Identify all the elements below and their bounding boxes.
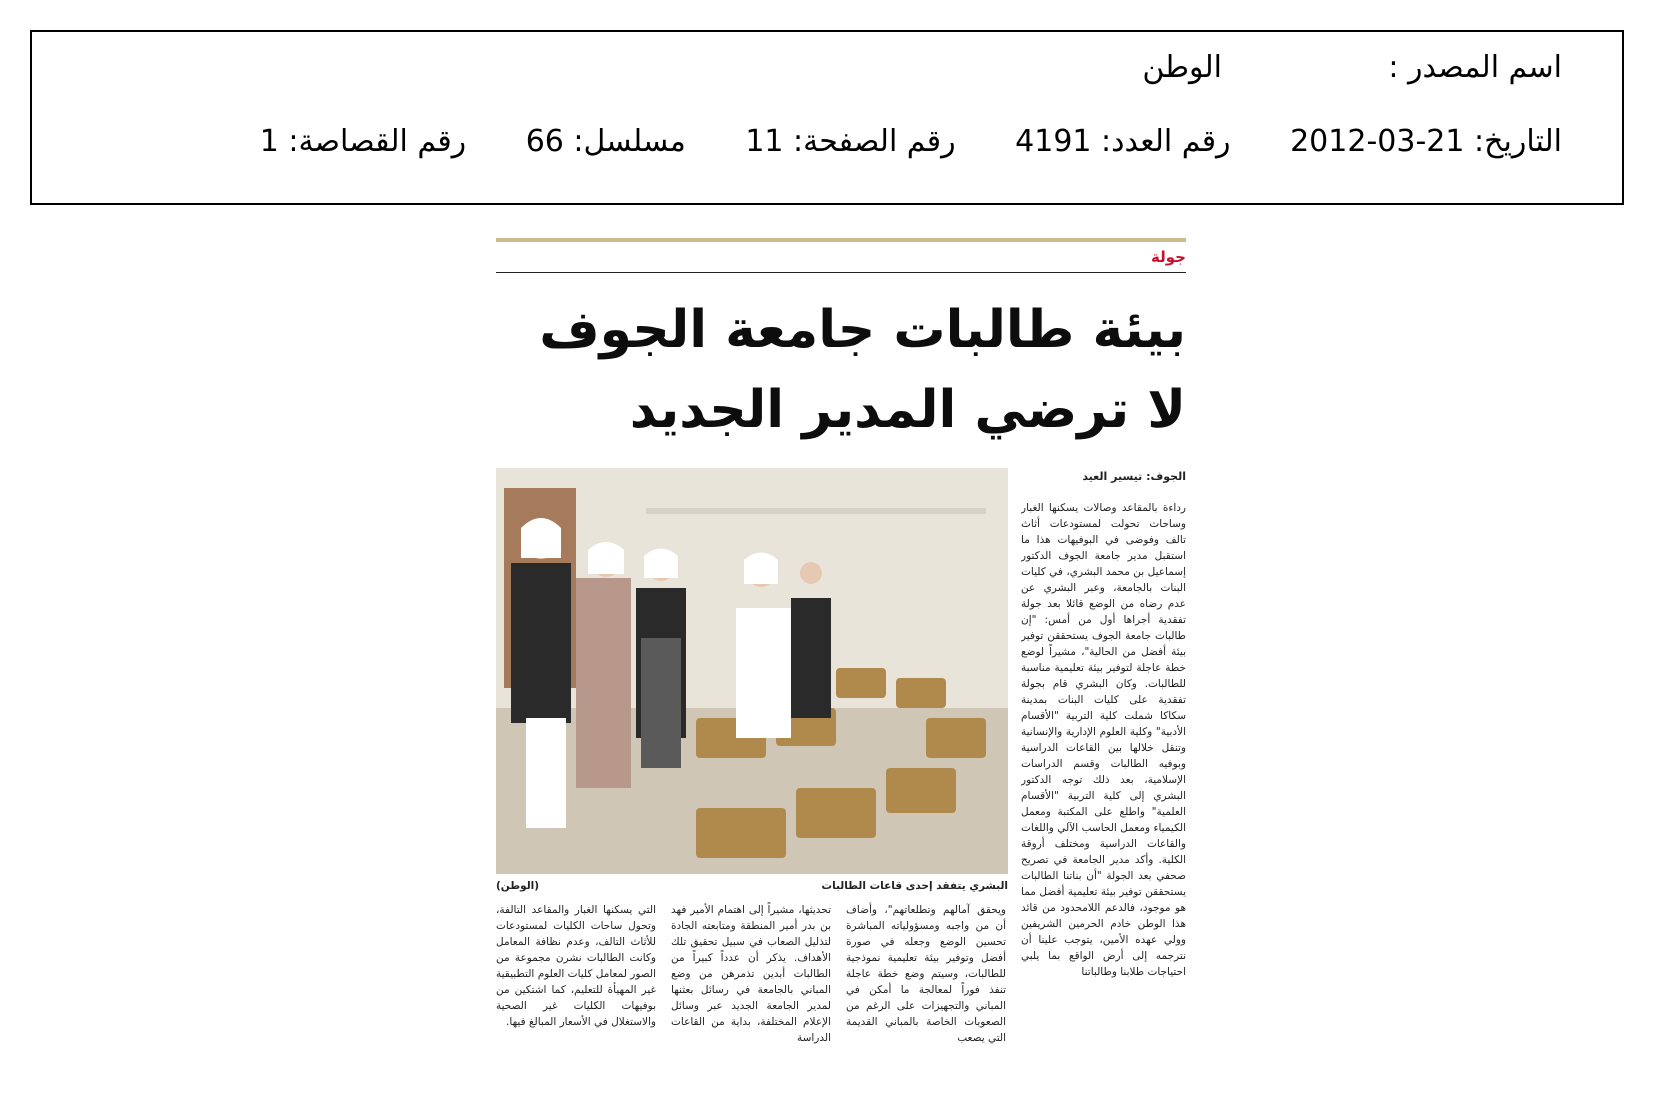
source-label: اسم المصدر :: [1388, 50, 1562, 85]
section-divider: [496, 272, 1186, 273]
issue-number-field: رقم العدد: 4191: [1015, 124, 1231, 159]
source-metadata-box: [30, 30, 1624, 205]
photo-credit: (الوطن): [496, 880, 540, 892]
classroom-photo-illustration: [496, 468, 1008, 874]
page-number-field: رقم الصفحة: 11: [745, 124, 956, 159]
article-photo: [496, 468, 1008, 874]
section-label: جولة: [1151, 248, 1186, 266]
photo-caption: البشري يتفقد إحدى قاعات الطالبات: [821, 880, 1008, 892]
source-value: الوطن: [1142, 50, 1222, 85]
metadata-row: [210, 124, 1562, 159]
headline: [496, 290, 1186, 450]
article-column-1: رداءة بالمقاعد وصالات يسكنها الغبار وساحات تحولت لمستودعات أثاث تالف وفوضى في البوفيهات هذا ما استقبل مدير جامعة الجوف الدكتور إسماعيل بن محمد البشري، في كليات البنات بالجامعة، وعبر البشري عن عدم رضاه من الوضع قائلا بعد جولة تفقدية أجراها أول من أمس: "إن طالبات جامعة الجوف يستحققن توفير بيئة أفضل من الحالية"، مشيراً لوضع خطة عاجلة لتوفير بيئة تعليمية مناسبة للطالبات. وكان البشري قام بجولة تفقدية على كليات البنات بمدينة سكاكا شملت كلية التربية "الأقسام الأدبية" وكلية العلوم الإدارية والإنسانية وتنقل خلالها بين القاعات الدراسية وبوفيه الطالبات وقسم الدراسات الإسلامية، بعد ذلك توجه الدكتور البشري إلى كلية التربية "الأقسام العلمية" واطلع على المكتبة ومعمل الكيمياء ومعمل الحاسب الآلي واللغات والقاعات الدراسية ومختلف أروقة الكلية. وأكد مدير الجامعة في تصريح صحفي بعد الجولة "أن بناتنا الطالبات يستحققن توفير بيئة تعليمية أفضل مما هو موجود، فالدعم اللامحدود من قائد هذا الوطن خادم الحرمين الشريفين وولي عهده الأمين، يتوجب علينا أن نترجمه إلى أرض الواقع بما يلبي احتياجات طلابنا وطالباتنا: [1021, 502, 1186, 978]
date-field: التاريخ: 21-03-2012: [1290, 124, 1562, 159]
serial-field: مسلسل: 66: [525, 124, 686, 159]
top-rule-divider: [496, 238, 1186, 242]
headline-line-2: لا ترضي المدير الجديد: [629, 380, 1186, 440]
byline: الجوف: تيسير العيد: [1082, 470, 1186, 483]
article-column-3: تحديثها، مشيراً إلى اهتمام الأمير فهد بن بدر أمير المنطقة ومتابعته الجادة لتذليل الصعاب في سبيل تحقيق تلك الأهداف. يذكر أن عدداً كبيراً من الطالبات أبدين تذمرهن من وضع المباني بالجامعة في رسائل بعثنها لمدير الجامعة الجديد عبر وسائل الإعلام المختلفة، بداية من القاعات الدراسة: [671, 904, 831, 1044]
headline-line-1: بيئة طالبات جامعة الجوف: [539, 300, 1186, 360]
article-column-4: التي يسكنها الغبار والمقاعد التالفة، وتحول ساحات الكليات لمستودعات للأثاث التالف، وعدم نظافة المعامل وكانت الطالبات نشرن مجموعة من الصور لمعامل كليات العلوم التطبيقية غير المهيأة للتعليم، كما اشتكين من بوفيهات الكليات غير الصحية والاستغلال في الأسعار المبالغ فيها.: [496, 904, 656, 1028]
clip-number-field: رقم القصاصة: 1: [259, 124, 467, 159]
newspaper-article: [496, 238, 1186, 1048]
article-column-2: ويحقق آمالهم وتطلعاتهم"، وأضاف أن من واجبه ومسؤولياته المباشرة تحسين الوضع وجعله في صورة أفضل وتوفير بيئة تعليمية نموذجية للطالبات، وسيتم وضع خطة عاجلة تنفذ فوراً لمعالجة ما أمكن في المباني والتجهيزات على الرغم من الصعوبات الخاصة بالمباني القديمة التي يصعب: [846, 904, 1006, 1044]
